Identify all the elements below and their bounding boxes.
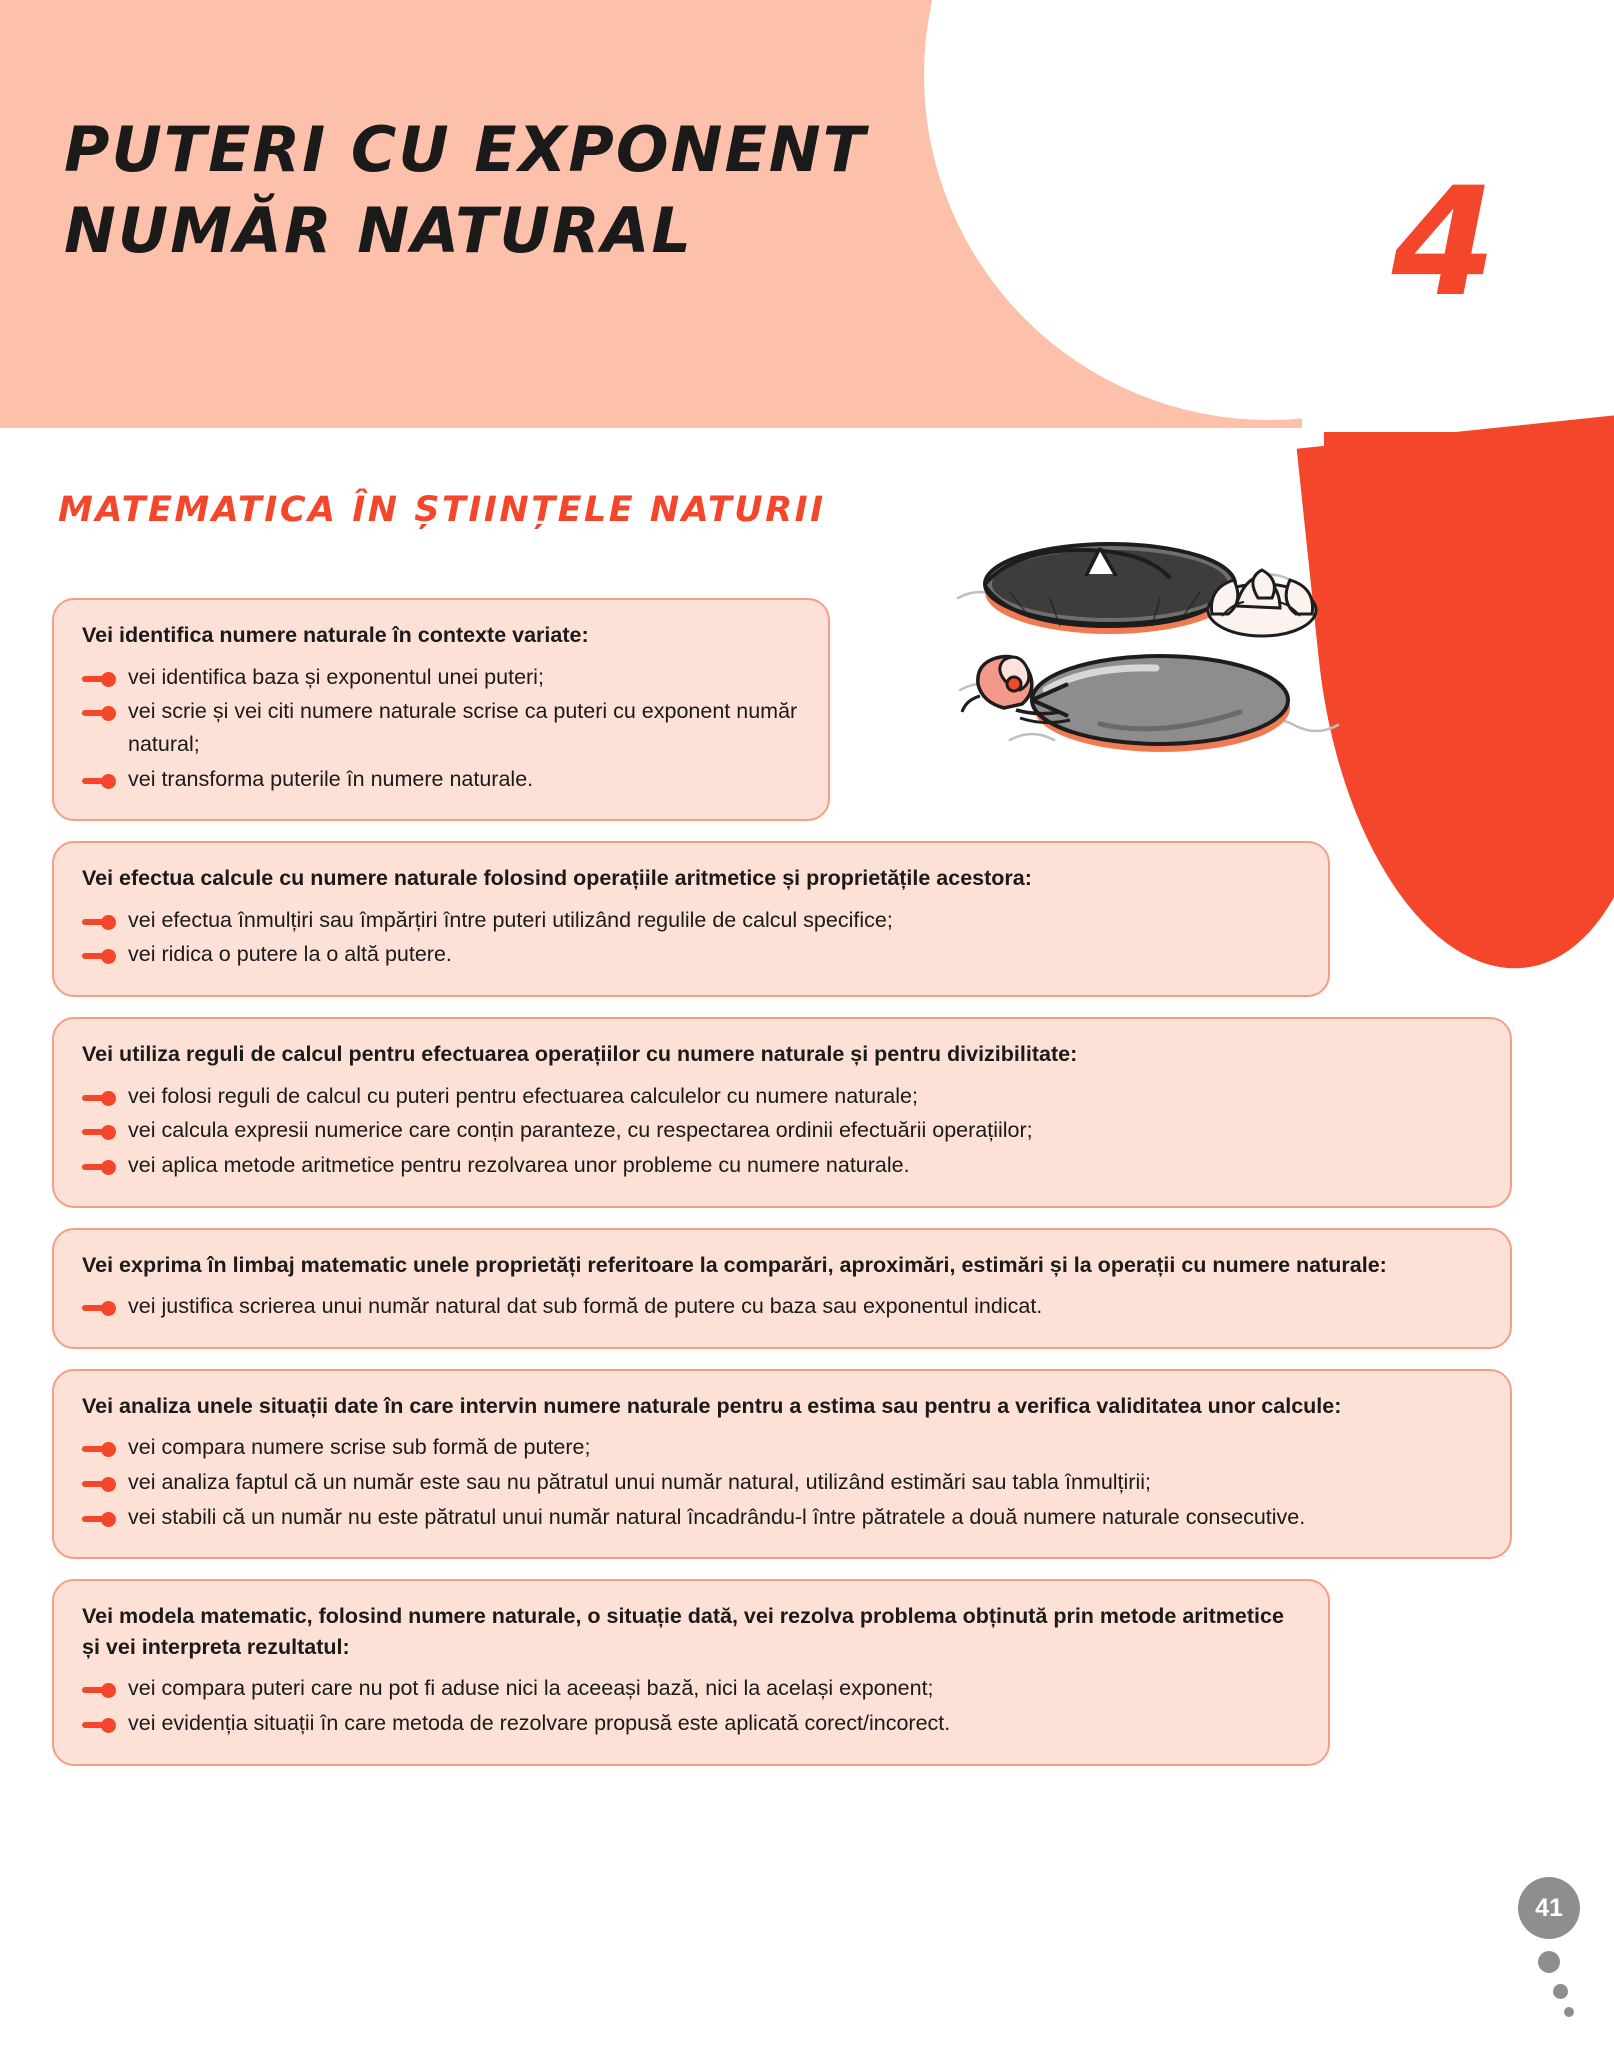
bullet-marker-icon — [82, 1477, 118, 1491]
list-item-text: vei folosi reguli de calcul cu puteri pentru efectuarea calculelor cu numere naturale; — [128, 1083, 918, 1108]
list-item — [82, 1707, 1300, 1740]
list-item-text: vei compara puteri care nu pot fi aduse nici la aceeași bază, nici la același exponent; — [128, 1676, 934, 1701]
objectives-list — [52, 598, 1532, 1786]
list-item-text: vei scrie și vei citi numere naturale scrise ca puteri cu exponent număr natural; — [128, 699, 798, 756]
bullet-marker-icon — [82, 672, 118, 686]
list-item — [82, 1290, 1482, 1323]
bullet-marker-icon — [82, 774, 118, 788]
list-item-text: vei aplica metode aritmetice pentru rezolvarea unor probleme cu numere naturale. — [128, 1152, 910, 1177]
list-item — [82, 661, 800, 694]
bullet-marker-icon — [82, 915, 118, 929]
list-item — [82, 1080, 1482, 1113]
objective-bullets — [82, 661, 800, 796]
decorative-dot — [1538, 1951, 1560, 1973]
list-item-text: vei stabili că un număr nu este pătratul unui număr natural încadrându-l între pătratele a două numere naturale consecutive. — [128, 1504, 1306, 1529]
objective-bullets — [82, 904, 1300, 971]
list-item — [82, 695, 800, 760]
bullet-marker-icon — [82, 1160, 118, 1174]
objective-box — [52, 841, 1330, 997]
bullet-marker-icon — [82, 1442, 118, 1456]
list-item-text: vei ridica o putere la o altă putere. — [128, 942, 452, 967]
bullet-marker-icon — [82, 1512, 118, 1526]
objective-box — [52, 598, 830, 821]
objective-heading: Vei analiza unele situații date în care intervin numere naturale pentru a estima sau pentru a verifica validitatea unor calcule: — [82, 1393, 1342, 1418]
chapter-number: 4 — [1391, 156, 1496, 330]
list-item-text: vei transforma puterile în numere naturale. — [128, 766, 534, 791]
bullet-marker-icon — [82, 1301, 118, 1315]
objective-heading: Vei identifica numere naturale în contexte variate: — [82, 623, 589, 647]
objective-heading: Vei exprima în limbaj matematic unele proprietăți referitoare la comparări, aproximări, estimări și la operații cu numere naturale: — [82, 1252, 1387, 1277]
list-item-text: vei analiza faptul că un număr este sau nu pătratul unui număr natural, utilizând estimări sau tabla înmulțirii; — [128, 1469, 1151, 1494]
objective-box — [52, 1017, 1512, 1208]
list-item — [82, 904, 1300, 937]
page-number-badge: 41 — [1518, 1877, 1580, 1939]
bullet-marker-icon — [82, 1091, 118, 1105]
objective-heading: Vei efectua calcule cu numere naturale folosind operațiile aritmetice și proprietățile acestora: — [82, 866, 1032, 891]
list-item-text: vei compara numere scrise sub formă de putere; — [128, 1435, 591, 1460]
list-item — [82, 1466, 1482, 1499]
page-title-line-1: PUTERI CU EXPONENT — [64, 113, 867, 186]
list-item — [82, 938, 1300, 971]
list-item — [82, 763, 800, 796]
list-item — [82, 1431, 1482, 1464]
list-item — [82, 1672, 1300, 1705]
section-title: MATEMATICA ÎN ȘTIINȚELE NATURII — [58, 490, 826, 530]
objective-heading: Vei utiliza reguli de calcul pentru efectuarea operațiilor cu numere naturale și pentru divizibilitate: — [82, 1042, 1078, 1067]
list-item — [82, 1501, 1482, 1534]
objective-heading: Vei modela matematic, folosind numere naturale, o situație dată, vei rezolva problema obținută prin metode aritmetice și vei interpreta rezultatul: — [82, 1604, 1284, 1659]
list-item-text: vei efectua înmulțiri sau împărțiri între puteri utilizând regulile de calcul specifice; — [128, 907, 893, 932]
decorative-dot — [1553, 1984, 1568, 1999]
list-item — [82, 1114, 1482, 1147]
list-item-text: vei identifica baza și exponentul unei puteri; — [128, 664, 544, 689]
list-item — [82, 1149, 1482, 1182]
list-item-text: vei justifica scrierea unui număr natural dat sub formă de putere cu baza sau exponentul indicat. — [128, 1294, 1043, 1319]
objective-box — [52, 1228, 1512, 1349]
decorative-dot — [1564, 2007, 1574, 2017]
bullet-marker-icon — [82, 1683, 118, 1697]
bullet-marker-icon — [82, 949, 118, 963]
bullet-marker-icon — [82, 1125, 118, 1139]
list-item-text: vei calcula expresii numerice care conțin paranteze, cu respectarea ordinii efectuării operațiilor; — [128, 1118, 1033, 1143]
objective-bullets — [82, 1290, 1482, 1323]
bullet-marker-icon — [82, 706, 118, 720]
objective-box — [52, 1579, 1330, 1765]
objective-bullets — [82, 1431, 1482, 1533]
bullet-marker-icon — [82, 1718, 118, 1732]
objective-box — [52, 1369, 1512, 1560]
list-item-text: vei evidenția situații în care metoda de rezolvare propusă este aplicată corect/incorect. — [128, 1711, 951, 1736]
page-title-line-2: NUMĂR NATURAL — [64, 193, 694, 267]
objective-bullets — [82, 1672, 1300, 1739]
objective-bullets — [82, 1080, 1482, 1182]
